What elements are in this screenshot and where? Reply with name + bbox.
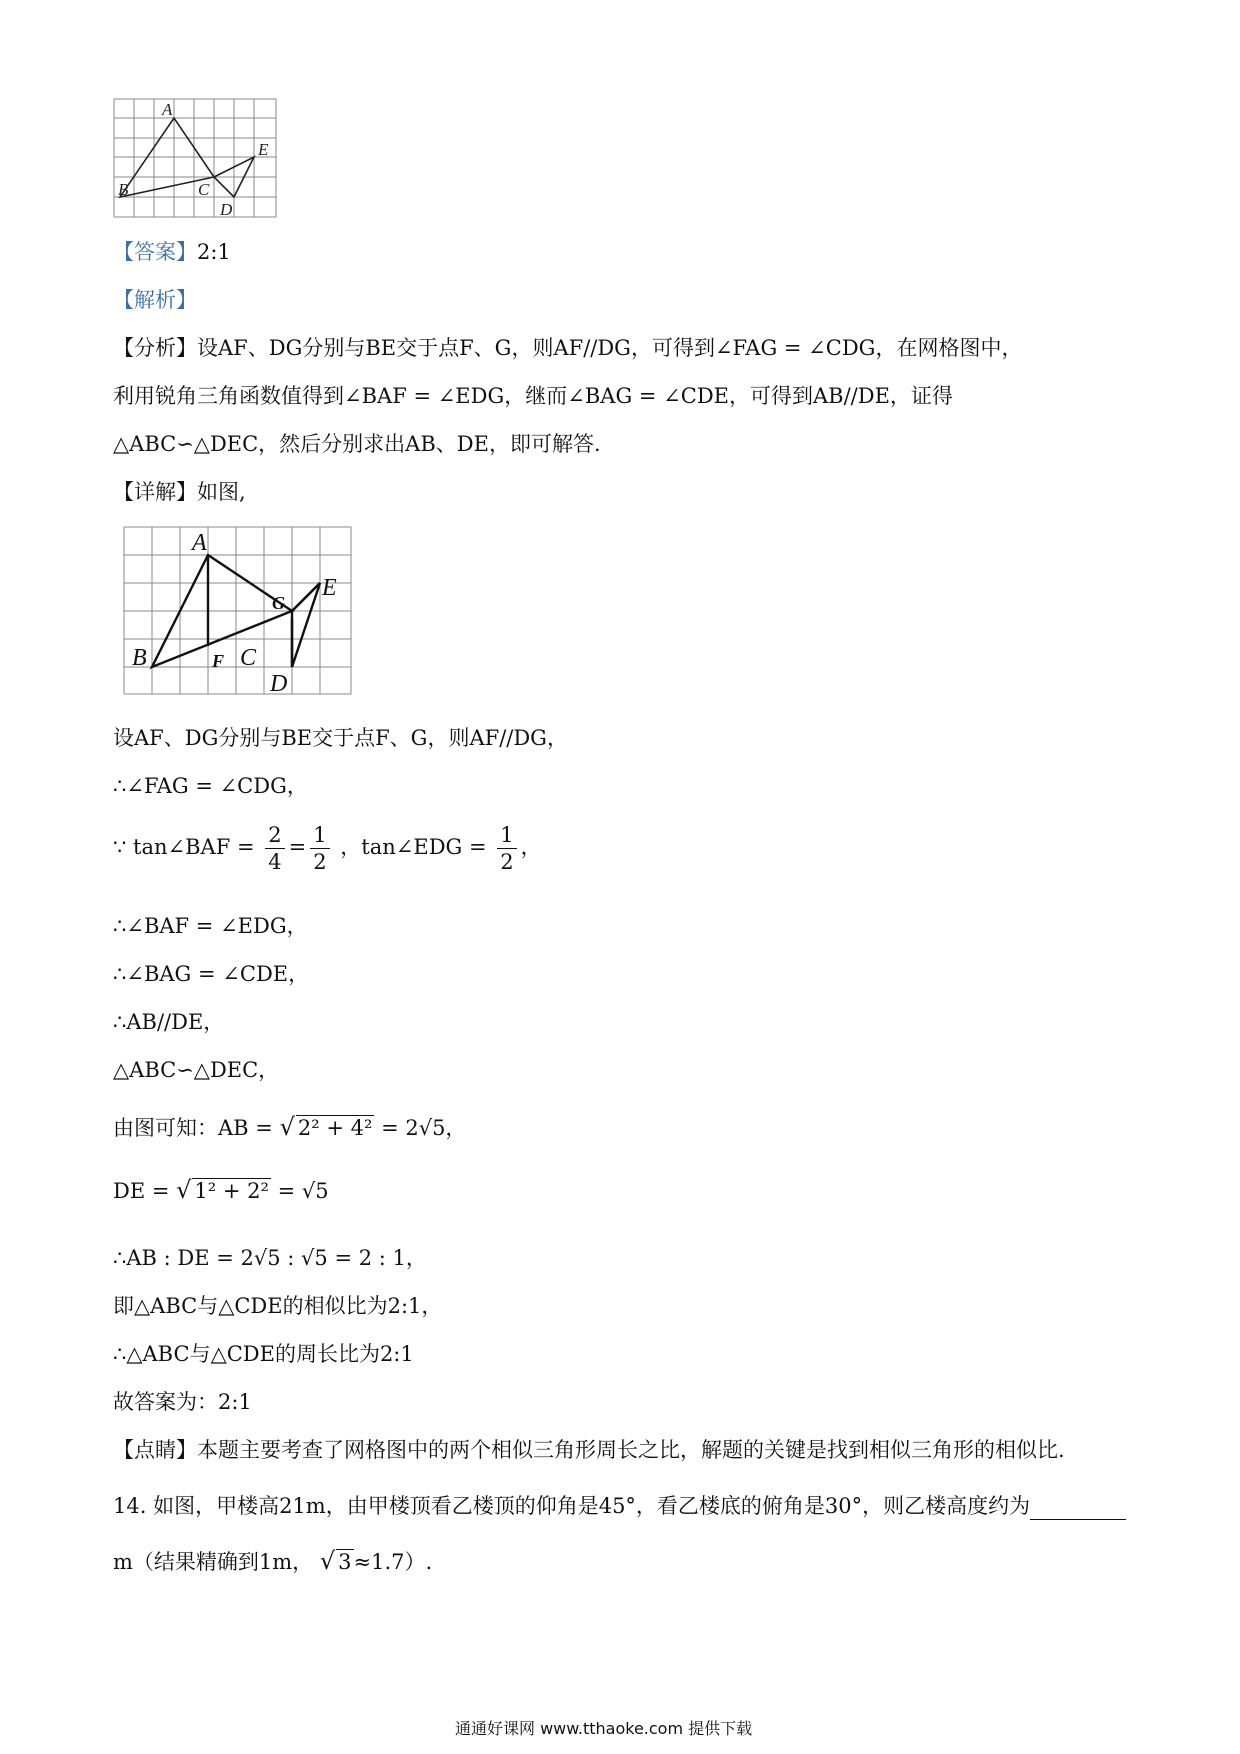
small-label-c: C: [198, 180, 210, 199]
denominator: 2: [313, 850, 327, 874]
large-label-b: B: [132, 645, 147, 671]
numerator: 1: [310, 822, 329, 849]
step-12: ∴△ABC与△CDE的周长比为2:1: [113, 1342, 414, 1366]
tan-edg-label: ，tan∠EDG =: [340, 835, 487, 859]
step-9: [113, 1176, 329, 1204]
large-label-e: E: [322, 575, 337, 601]
step-8: [113, 1112, 466, 1142]
radical-sign: √: [279, 1113, 295, 1141]
de-result: = √5: [277, 1179, 329, 1203]
step-4: ∴∠BAF = ∠EDG，: [113, 914, 308, 938]
large-label-f: F: [212, 651, 225, 671]
large-label-g: G: [272, 593, 285, 613]
numerator: 1: [497, 822, 516, 849]
radical-sign: √: [319, 1547, 336, 1575]
question-14-approx: ≈1.7）.: [353, 1550, 433, 1574]
denominator: 4: [268, 850, 282, 874]
small-label-d: D: [220, 200, 233, 219]
comment-line: [113, 1434, 1065, 1464]
ab-radicand: 2² + 4²: [297, 1116, 373, 1140]
ab-label: 由图可知：AB =: [113, 1116, 273, 1140]
question-14-line-1: [113, 1490, 1126, 1520]
large-label-c: C: [240, 645, 257, 671]
step-10: ∴AB : DE = 2√5 : √5 = 2 : 1，: [113, 1246, 427, 1270]
step-11: 即△ABC与△CDE的相似比为2:1，: [113, 1294, 443, 1318]
answer-value: 2:1: [197, 240, 231, 264]
analysis-text-2: 利用锐角三角函数值得到∠BAF = ∠EDG，继而∠BAG = ∠CDE，可得到AB//DE，证得: [113, 384, 953, 408]
question-14-text: 14. 如图，甲楼高21m，由甲楼顶看乙楼顶的仰角是45°，看乙楼底的俯角是30°，则乙楼高度约为: [113, 1494, 1031, 1518]
large-label-d: D: [270, 671, 288, 697]
question-14-note: m（结果精确到1m，: [113, 1550, 314, 1574]
analysis-subtag: 【分析】: [113, 336, 197, 360]
question-14-line-2: [113, 1546, 432, 1576]
large-label-a: A: [192, 530, 207, 556]
answer-blank: [1030, 1499, 1126, 1520]
small-grid-figure: [112, 97, 282, 223]
comment-tag: 【点睛】: [113, 1438, 197, 1462]
step-2: ∴∠FAG = ∠CDG，: [113, 774, 308, 798]
answer-tag: 【答案】: [113, 240, 197, 264]
de-radicand: 1² + 2²: [194, 1179, 269, 1203]
step-5: ∴∠BAG = ∠CDE，: [113, 962, 310, 986]
small-label-a: A: [162, 100, 173, 119]
denominator: 2: [500, 850, 514, 874]
de-label: DE =: [113, 1179, 170, 1203]
fraction-2-4: [265, 822, 284, 875]
comment-text: 本题主要考查了网格图中的两个相似三角形周长之比，解题的关键是找到相似三角形的相似比.: [197, 1438, 1065, 1462]
analysis-text-3: △ABC∽△DEC，然后分别求出AB、DE，即可解答.: [113, 432, 601, 456]
tan-baf-label: ∵ tan∠BAF =: [113, 835, 255, 859]
analysis-tag: 【解析】: [113, 288, 197, 312]
small-label-b: B: [118, 180, 129, 199]
ab-result: = 2√5，: [381, 1116, 467, 1140]
step-7: △ABC∽△DEC，: [113, 1058, 280, 1082]
radical-sign: √: [176, 1176, 192, 1204]
step-13: 故答案为：2:1: [113, 1390, 252, 1414]
detail-tag: 【详解】: [113, 480, 197, 504]
large-grid-figure: [122, 525, 354, 697]
fraction-1-2-a: [310, 822, 329, 875]
detail-line: [113, 476, 246, 506]
page-footer: 通通好课网 www.tthaoke.com 提供下载: [455, 1719, 753, 1738]
analysis-text-1: 设AF、DG分别与BE交于点F、G，则AF//DG，可得到∠FAG = ∠CDG，在网格图中，: [197, 336, 1023, 360]
step-3: ∵ tan∠BAF = $\frac{2}{4}$ = $\frac{1}{2}$ ，tan∠EDG = $\frac{1}{2}$ ，: [113, 823, 542, 874]
fraction-1-2-b: [497, 822, 516, 875]
small-label-e: E: [258, 140, 269, 159]
numerator: 2: [265, 822, 284, 849]
step-1: 设AF、DG分别与BE交于点F、G，则AF//DG，: [113, 726, 568, 750]
sqrt3-radicand: 3: [338, 1550, 352, 1574]
detail-intro: 如图,: [197, 480, 246, 504]
step-6: ∴AB//DE，: [113, 1010, 225, 1034]
analysis-line-1: [113, 332, 1022, 362]
answer-line: [113, 236, 231, 266]
